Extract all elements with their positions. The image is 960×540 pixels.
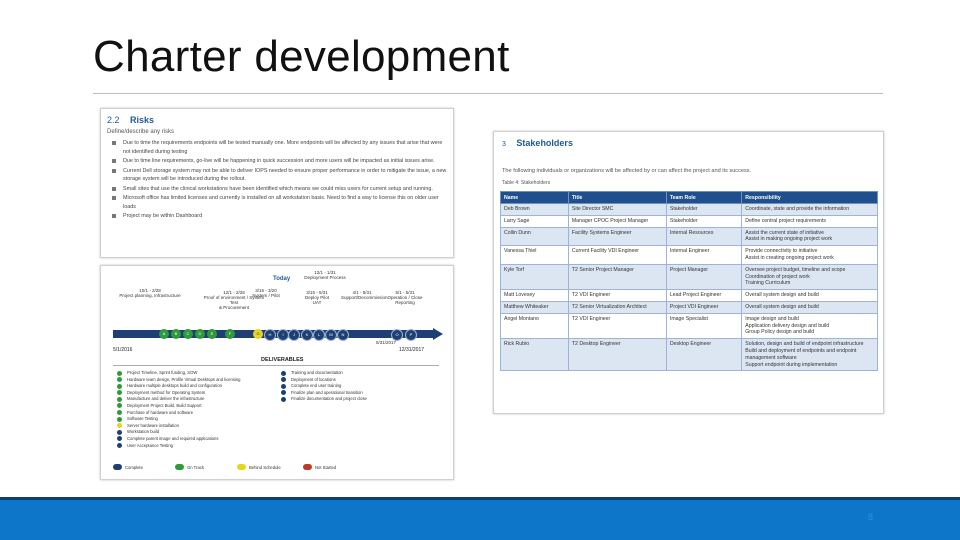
deliverable-item: Complete parent image and required applications (117, 436, 241, 443)
deliverable-item: Deployment method for Operating System (117, 390, 241, 397)
timeline-milestone: E (207, 329, 217, 339)
table-cell: Internal Engineer (666, 246, 741, 265)
table-cell: Vanessa Thiel (501, 246, 569, 265)
table-row (501, 339, 878, 371)
deliverable-item: Project Timeline, Sprint funding, SOW (117, 370, 241, 377)
timeline-milestone: A (159, 329, 169, 339)
stakeholders-caption: Table 4: Stakeholders (502, 180, 551, 186)
deliverable-item: Deployment Project Build, Build Support (117, 403, 241, 410)
table-row (501, 313, 878, 338)
timeline-milestone: N (337, 329, 349, 341)
stakeholders-section-number: 3 (502, 141, 506, 148)
timeline-milestone: J (288, 329, 300, 341)
table-cell: T2 Senior Virtualization Architect (568, 301, 666, 313)
legend-behind-schedule: Behind Schedule (237, 465, 281, 470)
timeline-milestone: I (277, 329, 289, 341)
title-divider (93, 93, 883, 94)
deliverable-item: Server hardware installation (117, 423, 241, 430)
deliverable-item: Complete end user training (281, 383, 367, 390)
stakeholders-panel (493, 131, 884, 414)
timeline-milestone: M (325, 329, 337, 341)
timeline-mid-date: 5/31/2017 (375, 340, 397, 345)
legend-not-started: Not Started (303, 465, 336, 470)
table-cell: Overall system design and build (742, 290, 878, 302)
table-row (501, 290, 878, 302)
page-number: 8 (868, 512, 874, 522)
timeline-milestone: L (313, 329, 325, 341)
timeline-milestone: C (183, 329, 193, 339)
table-cell: Lead Project Engineer (666, 290, 741, 302)
timeline-phase-label: 5/1 - 5/31 Operation / Close Reporting (387, 290, 423, 305)
table-cell: Collin Dunn (501, 227, 569, 246)
table-cell: Manager CPOC Project Manager (568, 215, 666, 227)
table-cell: Rick Rubio (501, 339, 569, 371)
table-cell: Overall system design and build (742, 301, 878, 313)
stakeholders-section-title: Stakeholders (516, 138, 573, 148)
deliverable-item: User Acceptance Testing (117, 443, 241, 450)
timeline-milestone: H (264, 329, 276, 341)
timeline-phase-label: 3/15 - 5/31 Deploy Pilot UAT (304, 290, 329, 305)
table-cell: Provide connectivity to initiative Assist in creating ongoing project work (742, 246, 878, 265)
table-cell: Larry Sage (501, 215, 569, 227)
table-cell: T2 VDI Engineer (568, 313, 666, 338)
timeline-start-date: 5/1/2016 (113, 347, 133, 353)
column-header: Responsibility (742, 192, 878, 204)
risk-item: Project may be within Dashboard (109, 212, 447, 221)
risks-heading (107, 115, 154, 125)
deliverable-item: Workstation build (117, 429, 241, 436)
column-header: Team Role (666, 192, 741, 204)
today-label: Today (273, 276, 291, 282)
deliverable-item: Manufacture and deliver the infrastructure (117, 396, 241, 403)
deliverables-list-left (117, 370, 241, 449)
timeline-milestone: K (301, 329, 313, 341)
risk-item: Due to time line requirements, go-live will be happening in quick succession and more users will be impacted as initial issues arise. (109, 157, 447, 166)
risks-intro: Define/describe any risks (107, 129, 175, 135)
timeline-phase-label: 10/1 - 2/28 Project planning, Infrastructure (119, 288, 181, 298)
deliverable-item: Finalize documentation and project close (281, 396, 367, 403)
table-cell: Internal Resources (666, 227, 741, 246)
table-cell: Facility Systems Engineer (568, 227, 666, 246)
footer-top-line (0, 497, 960, 500)
timeline-arrow (433, 328, 443, 340)
timeline-milestone: B (171, 329, 181, 339)
table-cell: Coordinate, state and provide the information (742, 204, 878, 216)
stakeholders-table-body (501, 204, 878, 371)
table-cell: Oversee project budget, timeline and scope Coordination of project work Training Curriculum (742, 264, 878, 289)
table-row (501, 246, 878, 265)
legend-on-track: On Track (175, 465, 204, 470)
table-cell: Solution, design and build of endpoint infrastructure Build and deployment of endpoints and endpoint management software Support endpoint during implementation (742, 339, 878, 371)
table-cell: Project VDI Engineer (666, 301, 741, 313)
table-row (501, 301, 878, 313)
risk-item: Current Dell storage system may not be able to deliver IOPS needed to ensure proper performance in order to mitigate the issue, a new storage system will be introduced during the rollout. (109, 167, 447, 184)
table-cell: Desktop Engineer (666, 339, 741, 371)
risks-list (109, 139, 447, 222)
table-cell: Image design and build Application delivery design and build Group Policy design and build (742, 313, 878, 338)
table-cell: Angel Montano (501, 313, 569, 338)
table-row (501, 215, 878, 227)
deliverables-title: DELIVERABLES (261, 357, 304, 363)
table-row (501, 264, 878, 289)
deliverable-item: Finalize plan and operational transition (281, 390, 367, 397)
timeline-milestone: F (225, 329, 235, 339)
stakeholders-intro: The following individuals or organizations will be affected by or can affect the project and its success. (502, 168, 752, 174)
timeline-phase-label: 12/1 - 1/31 Deployment Process (304, 270, 346, 280)
deliverable-item: Software Testing (117, 416, 241, 423)
timeline-milestone: P (405, 329, 417, 341)
stakeholders-table (500, 191, 878, 371)
deliverable-item: Purchase of hardware and software (117, 410, 241, 417)
timeline-phase-label: 3/15 - 3/20 System / Pilot (252, 288, 280, 298)
deliverables-divider (113, 365, 439, 366)
table-cell: Matt Lovesey (501, 290, 569, 302)
risk-item: Small sites that use the clinical workstations have been identified which means we could miss users for current setup and running. (109, 185, 447, 194)
slide-title: Charter development (93, 32, 510, 81)
deliverables-list-right (281, 370, 367, 403)
table-cell: T2 VDI Engineer (568, 290, 666, 302)
column-header: Name (501, 192, 569, 204)
timeline-phase-label: 4/1 - 5/31 Support/Decommission (341, 290, 388, 300)
timeline-phase-label: 12/1 - 2/28 Proof of environment / System Test & Procurement (203, 290, 265, 310)
table-cell: Stakeholder (666, 215, 741, 227)
stakeholders-heading (502, 138, 573, 148)
table-cell: Current Facility VDI Engineer (568, 246, 666, 265)
risk-item: Microsoft office has limited licenses and currently is installed on all workstation basis. Need to find a way to license this on older user loads (109, 194, 447, 211)
table-cell: Project Manager (666, 264, 741, 289)
timeline-milestone: D (195, 329, 205, 339)
timeline-milestone: G (253, 329, 263, 339)
deliverable-item: Hardware team design, Profile Virtual Desktops and licensing (117, 377, 241, 384)
table-cell: Matthew Whiteaker (501, 301, 569, 313)
table-cell: Image Specialist (666, 313, 741, 338)
deliverable-item: Training and documentation (281, 370, 367, 377)
deliverable-item: Deployment of locations (281, 377, 367, 384)
table-cell: Deb Brown (501, 204, 569, 216)
table-row (501, 227, 878, 246)
legend-complete: Complete (113, 465, 143, 470)
table-cell: T2 Desktop Engineer (568, 339, 666, 371)
table-cell: Stakeholder (666, 204, 741, 216)
risks-section-title: Risks (130, 115, 155, 125)
footer-bar (0, 497, 960, 540)
table-cell: Kyle Torf (501, 264, 569, 289)
table-cell: Define central project requirements (742, 215, 878, 227)
deliverable-item: Hardware multiple desktops build and configuration (117, 383, 241, 390)
timeline-milestone: O (391, 329, 403, 341)
table-cell: Assist the current state of initiative Assist in making ongoing project work (742, 227, 878, 246)
timeline-end-date: 12/31/2017 (399, 347, 425, 353)
risks-section-number: 2.2 (107, 115, 120, 125)
table-row (501, 204, 878, 216)
table-header-row (501, 192, 878, 204)
table-cell: Site Director SMC (568, 204, 666, 216)
column-header: Title (568, 192, 666, 204)
table-cell: T2 Senior Project Manager (568, 264, 666, 289)
risks-panel (100, 108, 454, 258)
timeline-panel (100, 265, 454, 480)
risk-item: Due to time the requirements endpoints will be tested manually one. More endpoints will be affected by any issues that arise that were not identified during testing (109, 139, 447, 156)
